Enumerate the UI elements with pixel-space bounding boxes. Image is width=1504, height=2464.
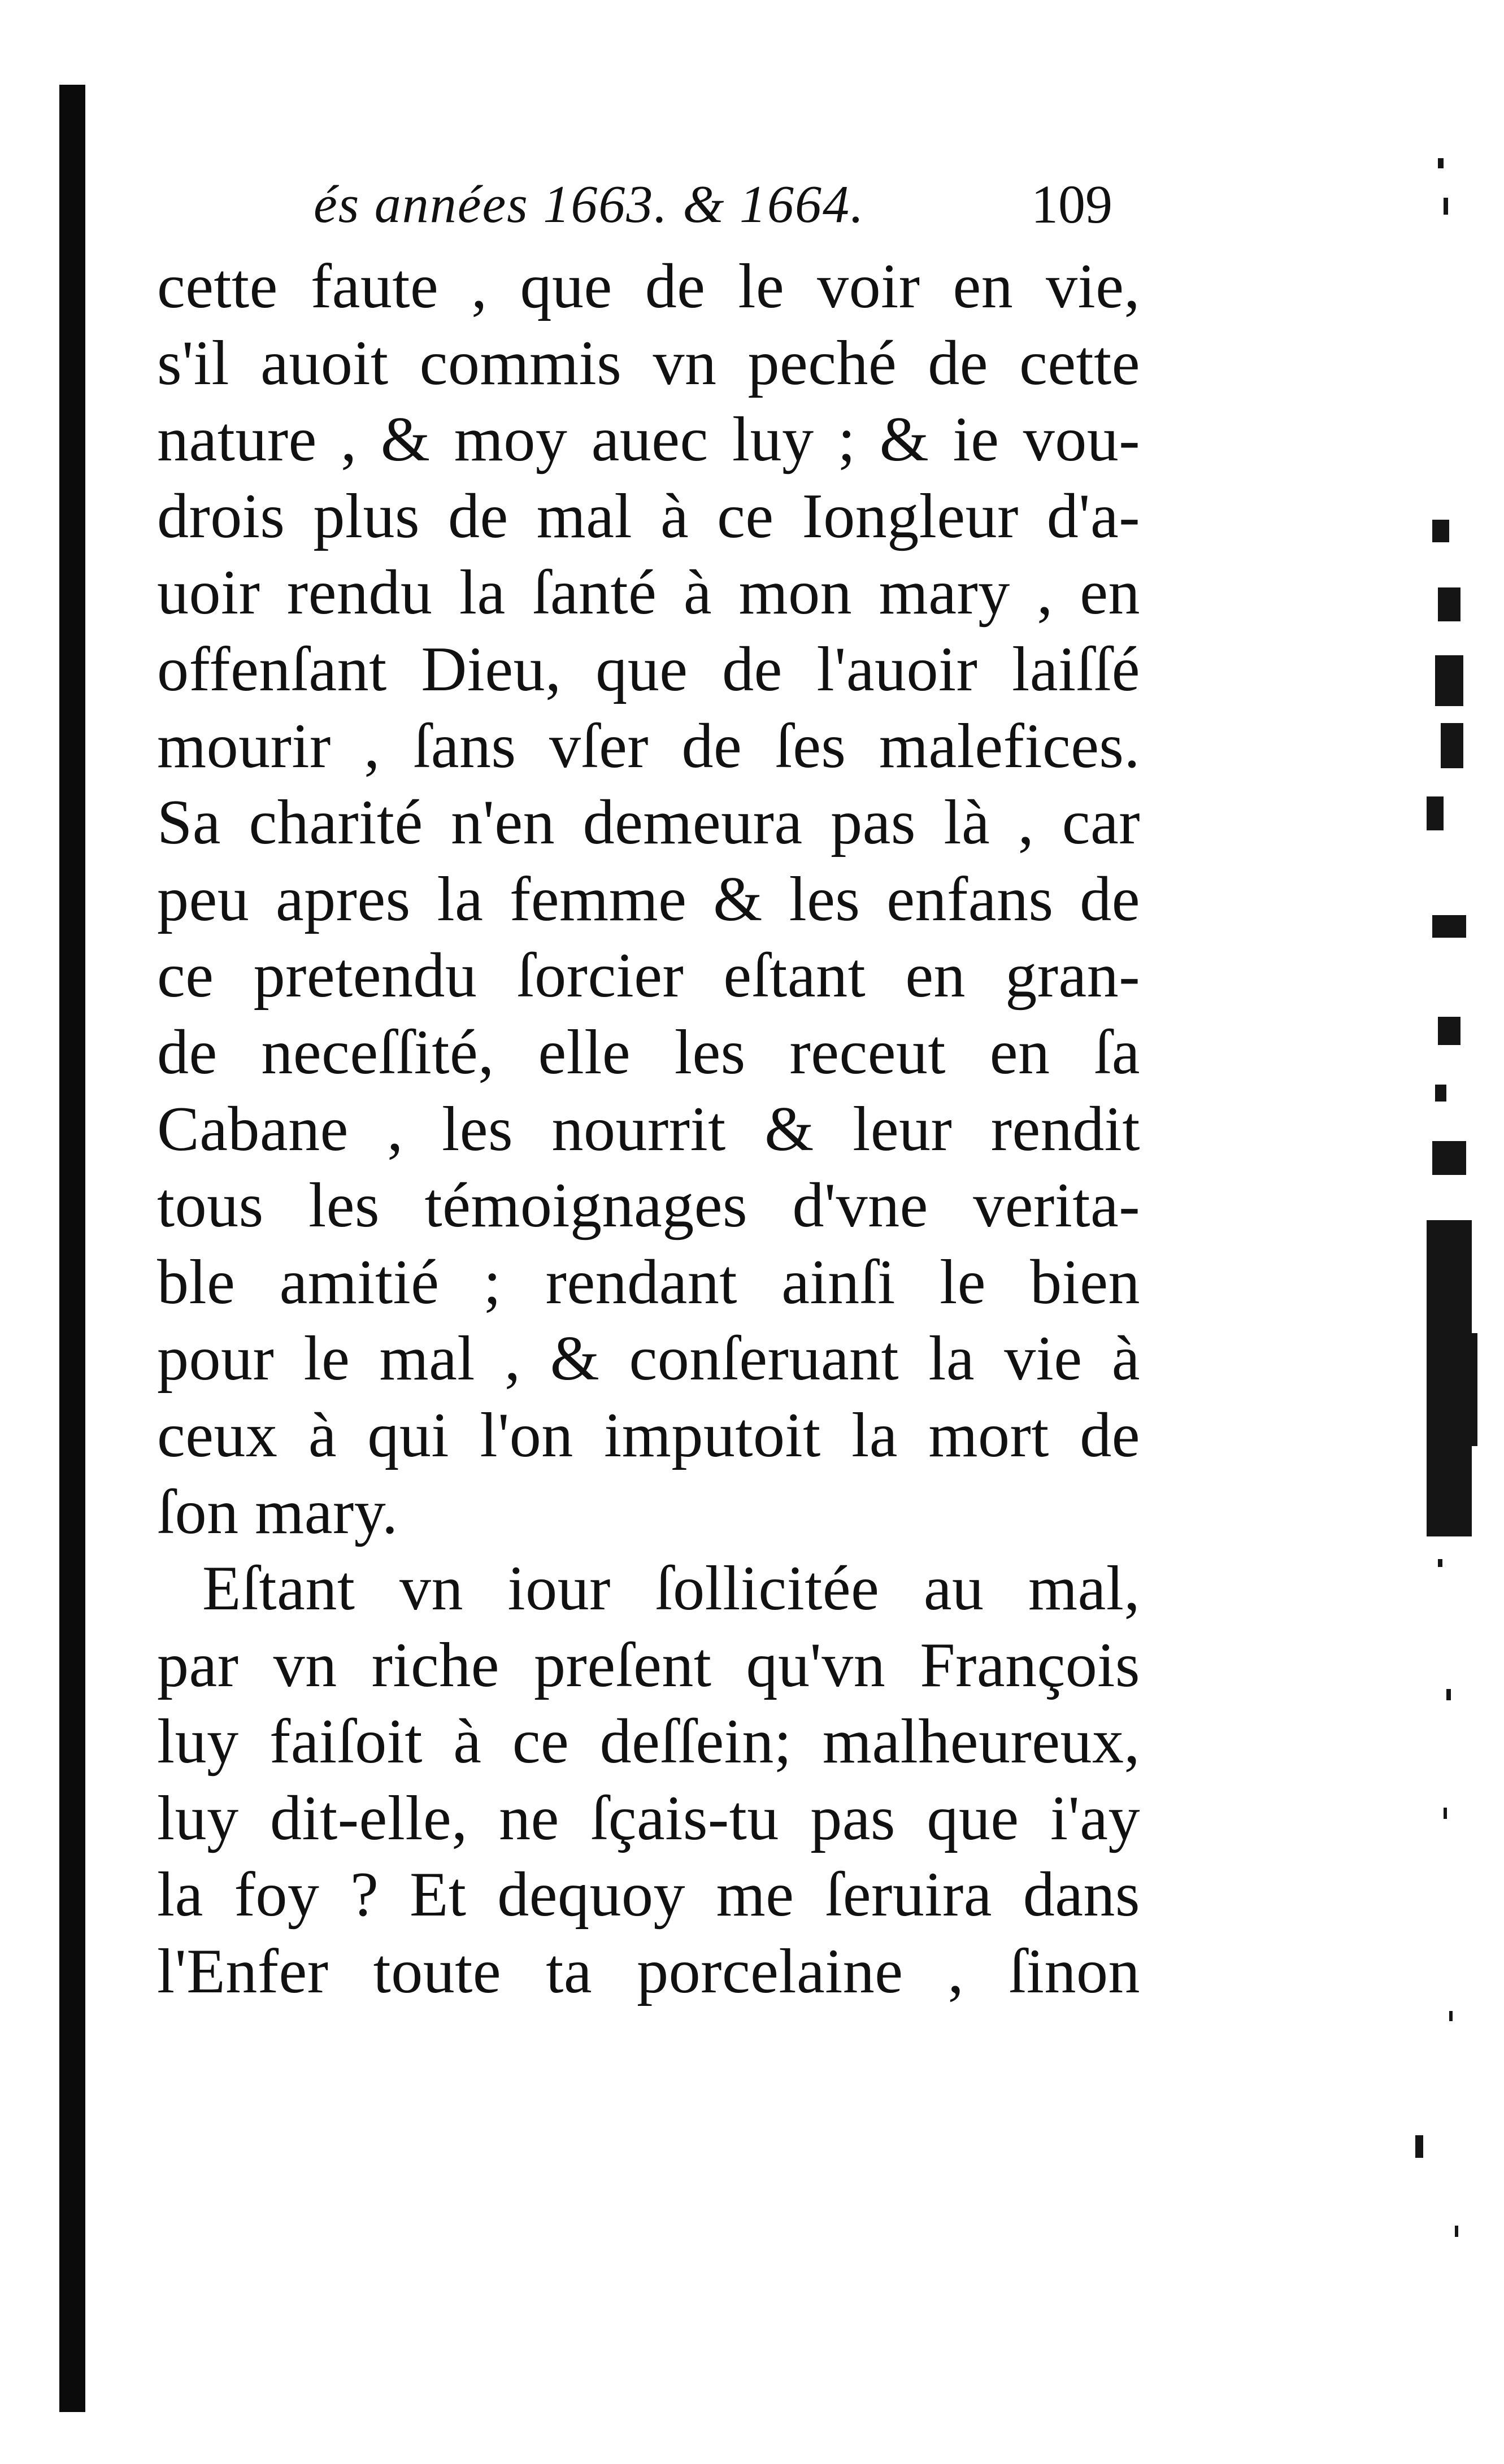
text-line: mourir , ſans vſer de ſes malefices. bbox=[157, 711, 1140, 781]
edge-scan-artifacts bbox=[1404, 90, 1500, 2293]
running-head: és années 1663. & 1664. bbox=[314, 175, 865, 234]
text-line: Cabane , les nourrit & leur rendit bbox=[157, 1094, 1140, 1164]
text-line: luy dit-elle, ne ſçais-tu pas que i'ay bbox=[157, 1783, 1140, 1853]
text-line: s'il auoit commis vn peché de cette bbox=[157, 328, 1140, 398]
text-line: peu apres la femme & les enfans de bbox=[157, 864, 1140, 934]
text-line: ſon mary. bbox=[157, 1477, 398, 1547]
page-number: 109 bbox=[1031, 174, 1112, 234]
text-line: Sa charité n'en demeura pas là , car bbox=[157, 787, 1140, 858]
text-line: de neceſſité, elle les receut en ſa bbox=[157, 1017, 1140, 1087]
text-line: par vn riche preſent qu'vn François bbox=[157, 1630, 1140, 1700]
body-text bbox=[157, 249, 1140, 2010]
text-line: ce pretendu ſorcier eſtant en gran- bbox=[157, 941, 1140, 1011]
text-line: ceux à qui l'on imputoit la mort de bbox=[157, 1400, 1140, 1470]
text-line: tous les témoignages d'vne verita- bbox=[157, 1170, 1140, 1241]
text-line: luy faiſoit à ce deſſein; malheureux, bbox=[157, 1706, 1140, 1777]
text-line: pour le mal , & conſeruant la vie à bbox=[157, 1324, 1140, 1394]
text-line: cette faute , que de le voir en vie, bbox=[157, 251, 1140, 321]
binding-shadow bbox=[59, 85, 85, 2412]
text-line: la foy ? Et dequoy me ſeruira dans bbox=[157, 1860, 1140, 1930]
text-line: offenſant Dieu, que de l'auoir laiſſé bbox=[157, 634, 1140, 704]
text-line: Eſtant vn iour ſollicitée au mal, bbox=[202, 1553, 1140, 1624]
text-line: nature , & moy auec luy ; & ie vou- bbox=[157, 404, 1140, 475]
text-line: drois plus de mal à ce Iongleur d'a- bbox=[157, 481, 1140, 551]
text-line: uoir rendu la ſanté à mon mary , en bbox=[157, 558, 1140, 628]
text-line: ble amitié ; rendant ainſi le bien bbox=[157, 1247, 1140, 1317]
text-line: l'Enfer toute ta porcelaine , ſinon bbox=[157, 1936, 1140, 2007]
